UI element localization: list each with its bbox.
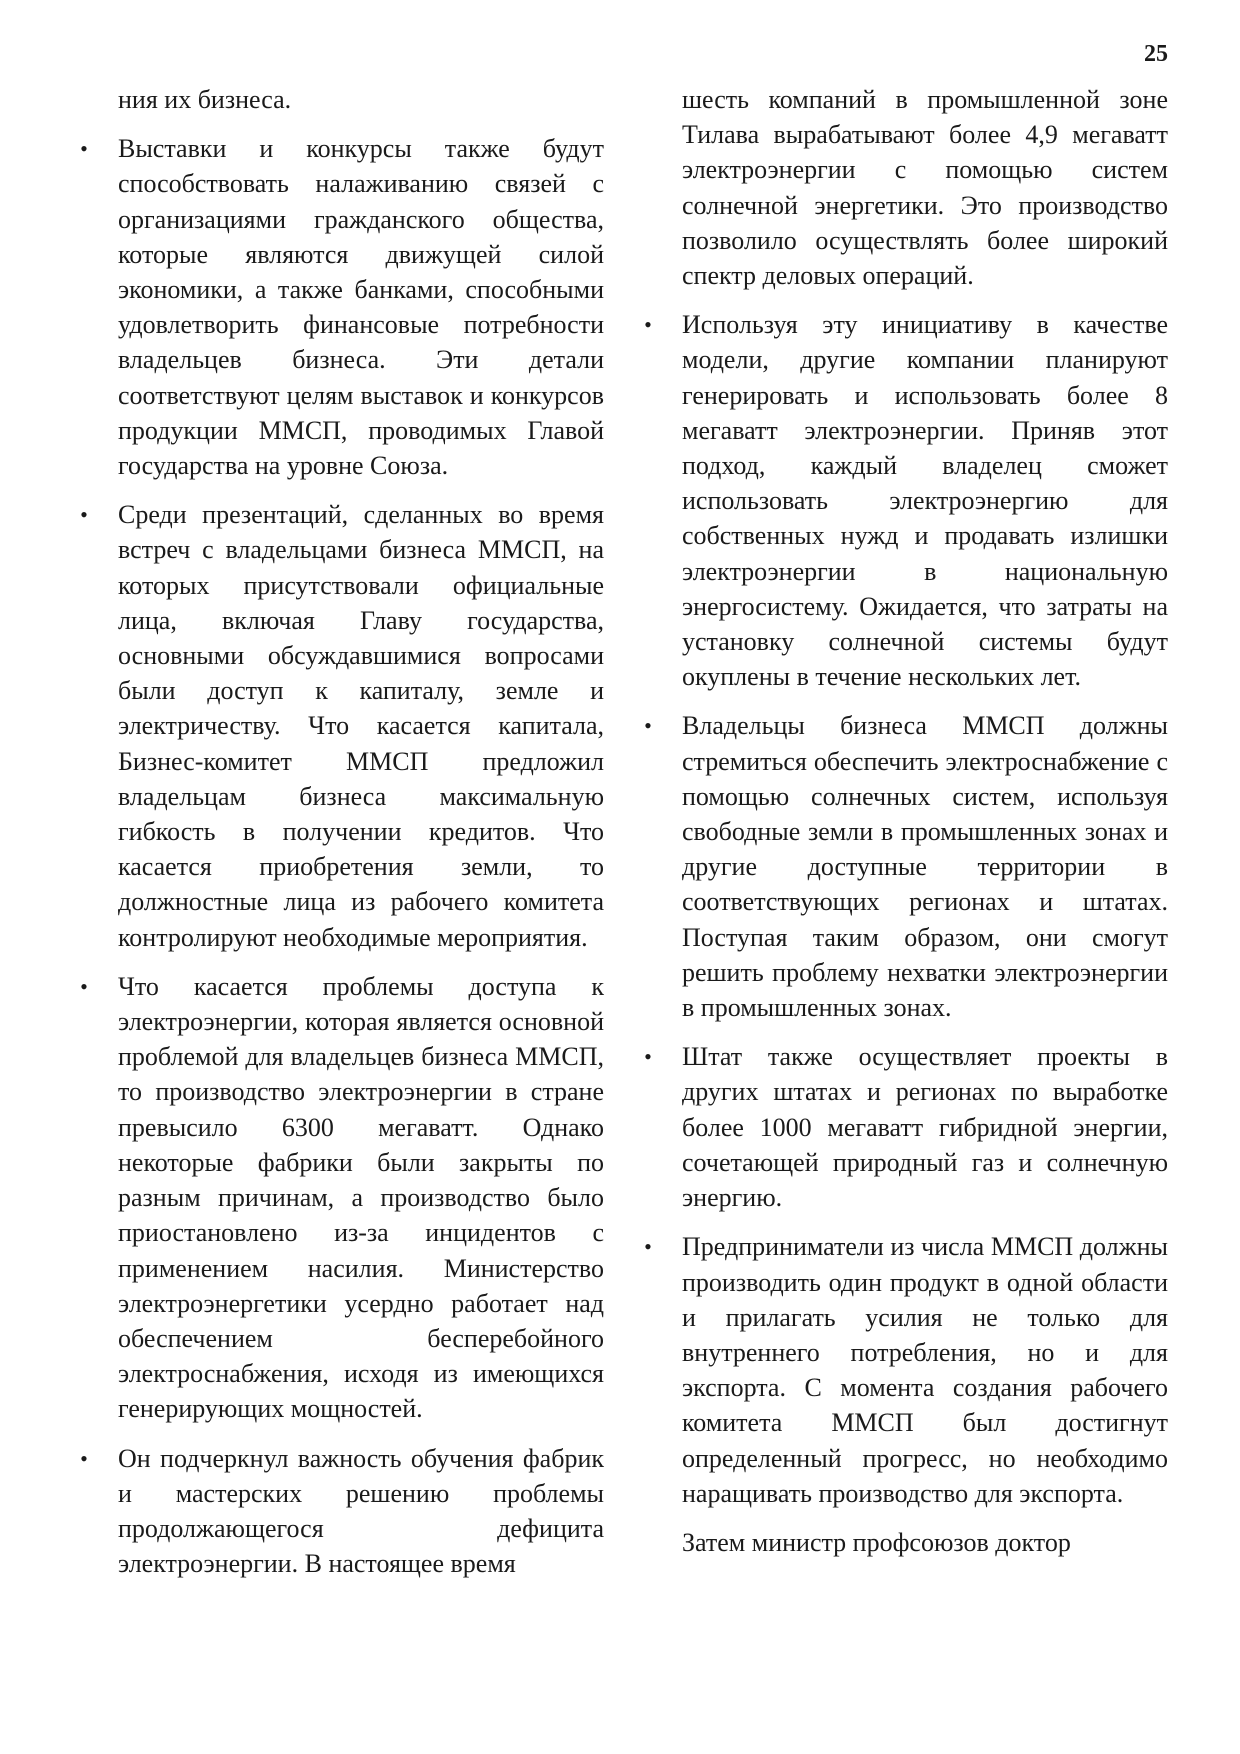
bullet-icon: • <box>80 136 88 162</box>
list-item <box>80 131 604 483</box>
list-item <box>644 708 1168 1025</box>
list-item-text: Среди презентаций, сделанных во время встреч с владельцами бизнеса ММСП, на которых присутствовали официальные лица, включая Главу государства, основными обсуждавшимися вопросами были доступ к капиталу, земле и электричеству. Что касается капитала, Бизнес-комитет ММСП предложил владельцам бизнеса максимальную гибкость в получении кредитов. Что касается приобретения земли, то должностные лица из рабочего комитета контролируют необходимые мероприятия. <box>118 500 604 952</box>
list-item <box>80 969 604 1427</box>
bullet-icon: • <box>80 502 88 528</box>
list-item <box>80 497 604 955</box>
list-item-text: Предприниматели из числа ММСП должны производить один продукт в одной области и прилагать усилия не только для внутреннего потребления, но и для экспорта. С момента создания рабочего комитета ММСП был достигнут определенный прогресс, но необходимо наращивать производство для экспорта. <box>682 1232 1168 1508</box>
continuation-text: ния их бизнеса. <box>118 85 292 114</box>
left-column <box>80 82 604 1595</box>
list-item <box>644 1039 1168 1215</box>
list-item-text: Он подчеркнул важность обучения фабрик и мастерских решению проблемы продолжающегося дефицита электроэнергии. В настоящее время <box>118 1443 604 1579</box>
list-item-text: Владельцы бизнеса ММСП должны стремиться обеспечить электроснабжение с помощью солнечных систем, используя свободные земли в промышленных зонах и другие доступные территории в соответствующих регионах и штатах. Поступая таким образом, они смогут решить проблему нехватки электроэнергии в промышленных зонах. <box>682 711 1168 1023</box>
closing-paragraph: Затем министр профсоюзов доктор <box>682 1527 1071 1557</box>
page-number: 25 <box>1144 41 1168 67</box>
list-item <box>80 1441 604 1582</box>
bullet-icon: • <box>80 973 88 999</box>
bullet-icon: • <box>644 713 652 739</box>
list-item-text: Что касается проблемы доступа к электроэнергии, которая является основной проблемой для владельцев бизнеса ММСП, то производство электроэнергии в стране превысило 6300 мегаватт. Однако некоторые фабрики были закрыты по разным причинам, а производство было приостановлено из-за инцидентов с применением насилия. Министерство электроэнергетики усердно работает над обеспечением бесперебойного электроснабжения, исходя из имеющихся генерирующих мощностей. <box>118 971 604 1424</box>
list-item <box>644 1229 1168 1511</box>
list-item-text: Штат также осуществляет проекты в других штатах и регионах по выработке более 1000 мегаватт гибридной энергии, сочетающей природный газ и солнечную энергию. <box>682 1042 1168 1213</box>
right-column <box>644 82 1168 1574</box>
list-item <box>644 307 1168 694</box>
bullet-icon: • <box>80 1445 88 1471</box>
continuation-text: шесть компаний в промышленной зоне Тилава вырабатывают более 4,9 мегаватт электроэнергии с помощью систем солнечной энергетики. Это производство позволило осуществлять более широкий спектр деловых операций. <box>682 85 1168 291</box>
list-item-text: Используя эту инициативу в качестве модели, другие компании планируют генерировать и использовать более 8 мегаватт электроэнергии. Приняв этот подход, каждый владелец сможет использовать электроэнергию для собственных нужд и продавать излишки электроэнергии в национальную энергосистему. Ожидается, что затраты на установку солнечной системы будут окуплены в течение нескольких лет. <box>682 310 1168 692</box>
bullet-icon: • <box>644 312 652 338</box>
bullet-icon: • <box>644 1234 652 1260</box>
bullet-icon: • <box>644 1044 652 1070</box>
list-item-text: Выставки и конкурсы также будут способствовать налаживанию связей с организациями гражданского общества, которые являются движущей силой экономики, а также банками, способными удовлетворить финансовые потребности владельцев бизнеса. Эти детали соответствуют целям выставок и конкурсов продукции ММСП, проводимых Главой государства на уровне Союза. <box>118 134 604 481</box>
